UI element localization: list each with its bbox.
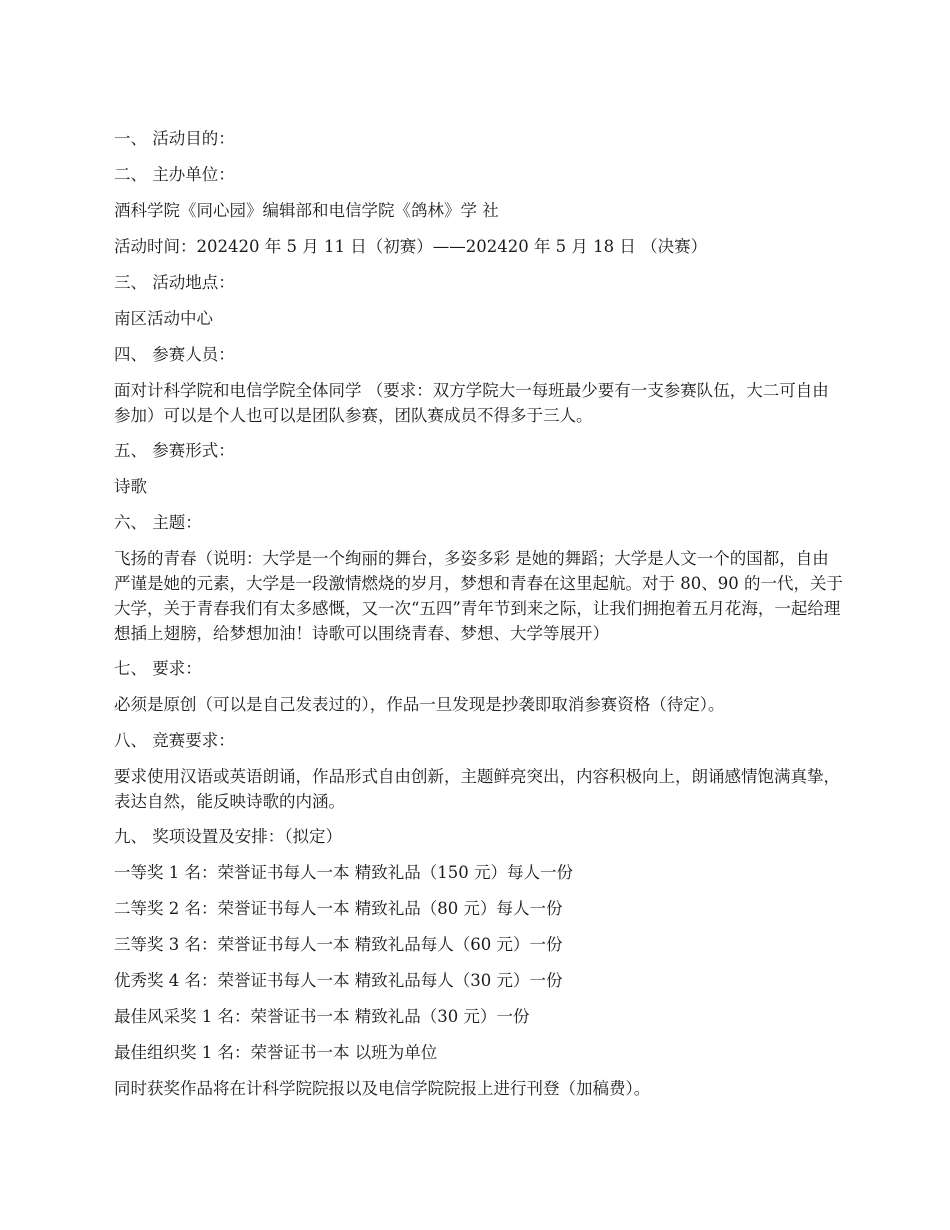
section-heading-format: 五、 参赛形式： — [114, 441, 235, 460]
award-best-style-prize: 最佳风采奖 1 名：荣誉证书一本 精致礼品（30 元）一份 — [114, 1007, 530, 1026]
requirements-text: 必须是原创（可以是自己发表过的），作品一旦发现是抄袭即取消参赛资格（待定）。 — [114, 695, 725, 714]
contest-rules-text: 要求使用汉语或英语朗诵，作品形式自由创新，主题鲜亮突出，内容积极向上，朗诵感情饱满真挚，表达自然，能反映诗歌的内涵。 — [114, 767, 840, 811]
section-heading-purpose: 一、 活动目的： — [114, 129, 235, 148]
award-first-prize: 一等奖 1 名：荣誉证书每人一本 精致礼品（150 元）每人一份 — [114, 863, 573, 882]
section-heading-contest-rules: 八、 竞赛要求： — [114, 731, 235, 750]
section-heading-theme: 六、 主题： — [114, 513, 202, 532]
award-best-organization-prize: 最佳组织奖 1 名：荣誉证书一本 以班为单位 — [114, 1043, 438, 1062]
format-text: 诗歌 — [114, 477, 147, 496]
publication-note: 同时获奖作品将在计科学院院报以及电信学院院报上进行刊登（加稿费）。 — [114, 1079, 651, 1098]
document-page — [114, 126, 844, 1112]
location-text: 南区活动中心 — [114, 309, 213, 328]
award-second-prize: 二等奖 2 名：荣誉证书每人一本 精致礼品（80 元）每人一份 — [114, 899, 563, 918]
section-heading-organizer: 二、 主办单位： — [114, 165, 235, 184]
participants-text: 面对计科学院和电信学院全体同学 （要求：双方学院大一每班最少要有一支参赛队伍，大二可自由参加）可以是个人也可以是团队参赛，团队赛成员不得多于三人。 — [114, 381, 829, 425]
organizer-text: 酒科学院《同心园》编辑部和电信学院《鸽林》学 社 — [114, 201, 499, 220]
award-third-prize: 三等奖 3 名：荣誉证书每人一本 精致礼品每人（60 元）一份 — [114, 935, 563, 954]
section-heading-participants: 四、 参赛人员： — [114, 345, 235, 364]
section-heading-awards: 九、 奖项设置及安排：（拟定） — [114, 827, 342, 846]
award-excellence-prize: 优秀奖 4 名：荣誉证书每人一本 精致礼品每人（30 元）一份 — [114, 971, 563, 990]
section-heading-requirements: 七、 要求： — [114, 659, 202, 678]
section-heading-location: 三、 活动地点： — [114, 273, 235, 292]
theme-text: 飞扬的青春（说明：大学是一个绚丽的舞台，多姿多彩 是她的舞蹈；大学是人文一个的国都，自由严谨是她的元素，大学是一段激情燃烧的岁月，梦想和青春在这里起航。对于 80、90 的一代，关于大学，关于青春我们有太多感慨，又一次“五四”青年节到来之际，让我们拥抱着五月花海，一起给理想插上翅膀，给梦想加油！诗歌可以围绕青春、梦想、大学等展开） — [114, 549, 843, 643]
activity-time-text: 活动时间：202420 年 5 月 11 日（初赛）——202420 年 5 月 18 日 （决赛） — [114, 237, 708, 256]
